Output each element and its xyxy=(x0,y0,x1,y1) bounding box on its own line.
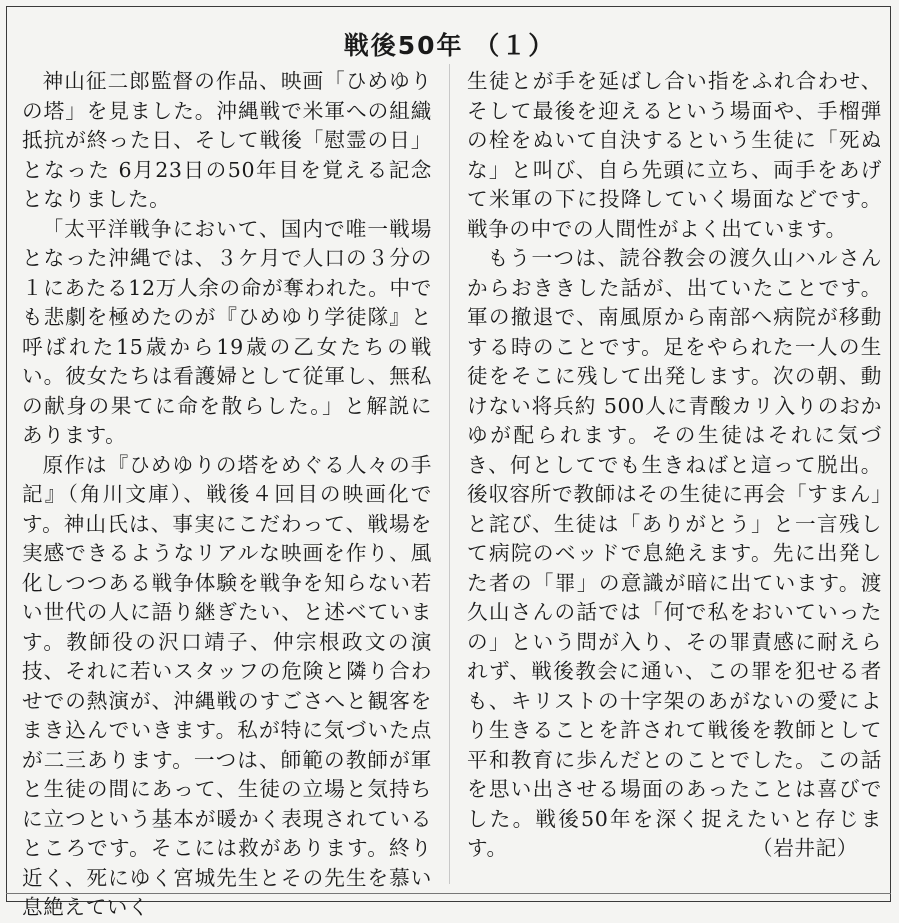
left-paragraph-3: 原作は『ひめゆりの塔をめぐる人々の手記』（角川文庫）、戦後４回目の映画化です。神山氏は、事実にこだわって、戦場を実感できるようなリアルな映画を作り、風化しつつある戦争体験を戦争を知らない若い世代の人に語り継ぎたい、と述べています。教師役の沢口靖子、仲宗根政文の演技、それに若いスタッフの危険と隣り合わせでの熱演が、沖縄戦のすごさへと観客をまき込んでいきます。私が特に気づいた点が二三あります。一つは、師範の教師が軍と生徒の間にあって、生徒の立場と気持ちに立つという基本が暖かく表現されているところです。そこには救があります。終り近く、死にゆく宮城先生とその先生を慕い息絶えていく xyxy=(22,452,432,919)
right-paragraph-1: 生徒とが手を延ばし合い指をふれ合わせ、そして最後を迎えるという場面や、手榴弾の栓をぬいて自決するという生徒に「死ぬな」と叫び、自ら先頭に立ち、両手をあげて米軍の下に投降していく場面などです。戦争の中での人間性がよく出ています。 xyxy=(467,69,882,241)
article-title: 戦後50年 （１） xyxy=(343,31,556,60)
right-paragraph-2-text: もう一つは、読谷教会の渡久山ハルさんからおききした話が、出ていたことです。軍の撤退で、南風原から南部へ病院が移動する時のことです。足をやられた一人の生徒をそこに残して出発します。次の朝、動けない将兵約 500人に青酸カリ入りのおかゆが配られます。その生徒はそれに気づき、何としてでも生きねばと這って脱出。後収容所で教師はその生徒に再会「すまん」と詫び、生徒は「ありがとう」と一言残して病院のベッドで息絶えます。先に出発した者の「罪」の意識が暗に出ています。渡久山さんの話では「何で私をおいていったの」という問が入り、その罪責感に耐えられず、戦後教会に通い、この罪を犯せる者も、キリストの十字架のあがないの愛により生きることを許されて戦後を教師として平和教育に歩んだとのことでした。この話を思い出させる場面のあったことは喜びでした。戦後50年を深く捉えたいと存じます。 xyxy=(467,246,882,860)
column-divider xyxy=(449,64,450,884)
left-paragraph-1: 神山征二郎監督の作品、映画「ひめゆりの塔」を見ました。沖縄戦で米軍への組織抵抗が終った日、そして戦後「慰霊の日」となった 6月23日の50年目を覚える記念となりました。 xyxy=(22,69,432,211)
signature: （岩井記） xyxy=(752,836,858,860)
right-paragraph-2 xyxy=(467,244,882,864)
left-paragraph-2: 「太平洋戦争において、国内で唯一戦場となった沖縄では、３ケ月で人口の３分の１にあたる12万人余の命が奪われた。中でも悲劇を極めたのが『ひめゆり学徒隊』と呼ばれた15歳から19歳の乙女たちの戦い。彼女たちは看護婦として従軍し、無私の献身の果てに命を散らした。」と解説にあります。 xyxy=(22,216,432,447)
left-column xyxy=(22,67,432,923)
right-column xyxy=(467,67,882,864)
